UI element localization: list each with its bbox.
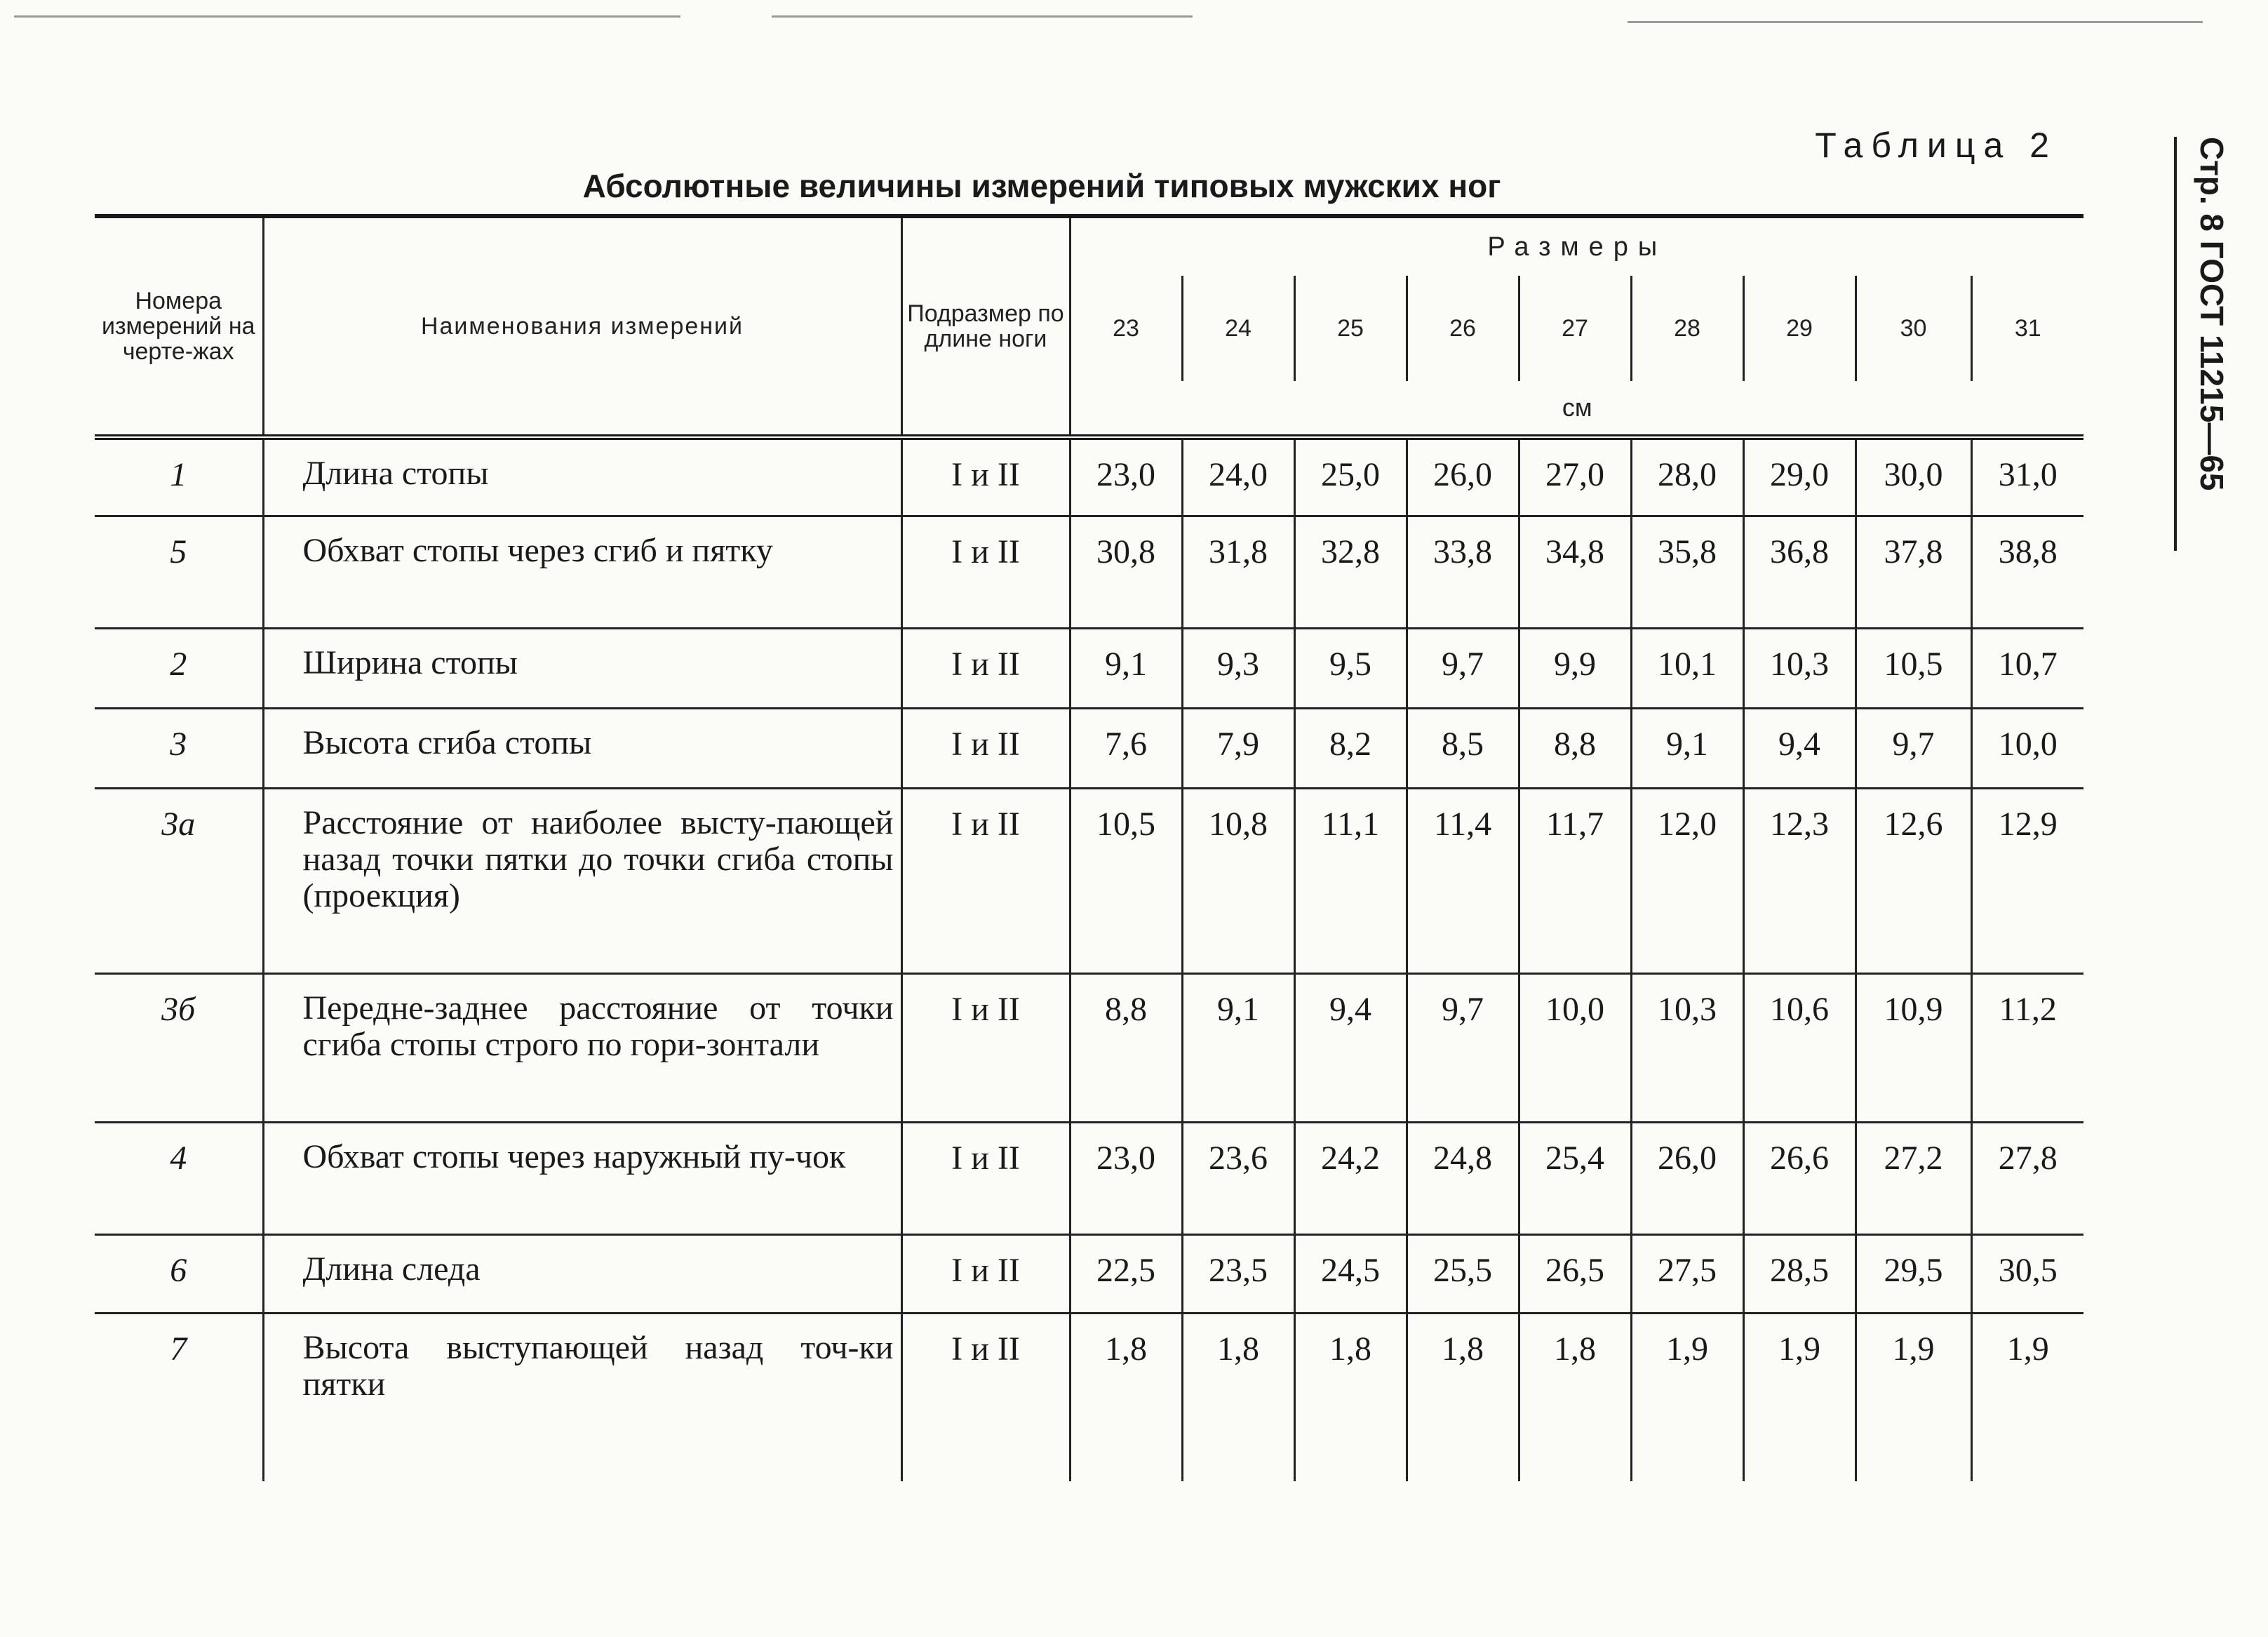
size-value: 1,8	[1294, 1313, 1407, 1481]
size-value: 12,6	[1856, 788, 1971, 973]
scan-edge-line	[772, 15, 1193, 18]
measurement-number: 3а	[95, 788, 263, 973]
header-size: 30	[1856, 276, 1971, 381]
size-value: 8,8	[1070, 973, 1182, 1122]
measurement-number: 7	[170, 1330, 187, 1368]
subsize-value: I и II	[901, 1122, 1070, 1234]
size-value: 28,0	[1631, 437, 1743, 516]
size-value: 31,0	[1971, 437, 2084, 516]
size-value: 26,0	[1631, 1122, 1743, 1234]
size-value: 9,7	[1407, 973, 1519, 1122]
subsize-value: I и II	[901, 708, 1070, 788]
size-value: 23,5	[1182, 1234, 1294, 1313]
header-size: 24	[1182, 276, 1294, 381]
table-row	[95, 1122, 2084, 1234]
size-value: 12,0	[1631, 788, 1743, 973]
header-size: 26	[1407, 276, 1519, 381]
size-value: 25,5	[1407, 1234, 1519, 1313]
size-value: 23,0	[1070, 1122, 1182, 1234]
size-value: 30,8	[1070, 516, 1182, 628]
size-value: 9,7	[1407, 628, 1519, 708]
size-value: 1,8	[1407, 1313, 1519, 1481]
size-value: 10,9	[1856, 973, 1971, 1122]
table-title: Абсолютные величины измерений типовых мужских ног	[582, 168, 1501, 204]
size-value: 12,9	[1971, 788, 2084, 973]
table-row	[95, 1234, 2084, 1313]
measurement-number: 1	[95, 437, 263, 516]
measurement-name: Расстояние от наиболее высту-пающей назад точки пятки до точки сгиба стопы (проекция)	[263, 788, 901, 973]
subsize-value: I и II	[901, 516, 1070, 628]
size-value: 9,5	[1294, 628, 1407, 708]
measurement-name: Обхват стопы через наружный пу-чок	[263, 1122, 901, 1234]
header-size: 23	[1070, 276, 1182, 381]
table-row	[95, 788, 2084, 973]
size-value: 10,3	[1743, 628, 1856, 708]
size-value: 32,8	[1294, 516, 1407, 628]
size-value: 9,4	[1294, 973, 1407, 1122]
header-measurement-name: Наименования измерений	[263, 216, 901, 437]
size-value: 29,5	[1856, 1234, 1971, 1313]
header-size: 28	[1631, 276, 1743, 381]
size-value: 1,8	[1182, 1313, 1294, 1481]
table-label: Таблица 2	[1815, 126, 2058, 165]
measurement-name: Высота сгиба стопы	[263, 708, 901, 788]
size-value: 1,8	[1070, 1313, 1182, 1481]
subsize-value: I и II	[901, 437, 1070, 516]
scan-edge-line	[1628, 21, 2203, 23]
size-value: 11,2	[1971, 973, 2084, 1122]
subsize-value: I и II	[901, 628, 1070, 708]
size-value: 9,4	[1743, 708, 1856, 788]
table-row	[95, 628, 2084, 708]
size-value: 24,2	[1294, 1122, 1407, 1234]
size-value: 23,0	[1070, 437, 1182, 516]
header-subsize: Подразмер по длине ноги	[901, 216, 1070, 437]
size-value: 26,5	[1519, 1234, 1631, 1313]
size-value: 26,0	[1407, 437, 1519, 516]
size-value: 30,5	[1971, 1234, 2084, 1313]
size-value: 38,8	[1971, 516, 2084, 628]
side-page-reference	[2174, 137, 2247, 551]
size-value: 29,0	[1743, 437, 1856, 516]
measurement-number: 2	[95, 628, 263, 708]
size-value: 24,8	[1407, 1122, 1519, 1234]
header-unit: см	[1070, 381, 2084, 437]
size-value: 31,8	[1182, 516, 1294, 628]
size-value: 10,5	[1070, 788, 1182, 973]
header-sizes-group: Размеры	[1070, 216, 2084, 276]
size-value: 1,9	[1743, 1313, 1856, 1481]
subsize-value: I и II	[901, 788, 1070, 973]
measurements-table	[95, 214, 2084, 1481]
measurement-name: Передне-заднее расстояние от точки сгиба стопы строго по гори-зонтали	[263, 973, 901, 1122]
size-value: 23,6	[1182, 1122, 1294, 1234]
size-value: 12,3	[1743, 788, 1856, 973]
table-body	[95, 437, 2084, 1481]
size-value: 11,4	[1407, 788, 1519, 973]
table-row	[95, 516, 2084, 628]
size-value: 37,8	[1856, 516, 1971, 628]
size-value: 25,0	[1294, 437, 1407, 516]
header-measurement-number: Номера измерений на черте-жах	[95, 216, 263, 437]
size-value: 9,7	[1856, 708, 1971, 788]
measurement-number: 3б	[95, 973, 263, 1122]
size-value: 27,8	[1971, 1122, 2084, 1234]
size-value: 10,0	[1971, 708, 2084, 788]
size-value: 9,3	[1182, 628, 1294, 708]
size-value: 28,5	[1743, 1234, 1856, 1313]
measurement-name: Обхват стопы через сгиб и пятку	[263, 516, 901, 628]
size-value: 1,9	[1631, 1313, 1743, 1481]
size-value: 10,7	[1971, 628, 2084, 708]
table-row	[95, 1313, 2084, 1481]
size-value: 10,5	[1856, 628, 1971, 708]
size-value: 36,8	[1743, 516, 1856, 628]
size-value: 10,3	[1631, 973, 1743, 1122]
size-value: 10,6	[1743, 973, 1856, 1122]
size-value: 1,8	[1519, 1313, 1631, 1481]
table-row	[95, 437, 2084, 516]
measurement-name: Ширина стопы	[263, 628, 901, 708]
measurement-name: Длина следа	[263, 1234, 901, 1313]
size-value: 26,6	[1743, 1122, 1856, 1234]
size-value: 9,9	[1519, 628, 1631, 708]
size-value: 27,5	[1631, 1234, 1743, 1313]
size-value: 24,5	[1294, 1234, 1407, 1313]
size-value: 10,8	[1182, 788, 1294, 973]
size-value: 8,8	[1519, 708, 1631, 788]
size-value: 1,9	[1971, 1313, 2084, 1481]
size-value: 24,0	[1182, 437, 1294, 516]
size-value: 25,4	[1519, 1122, 1631, 1234]
size-value: 30,0	[1856, 437, 1971, 516]
size-value: 10,1	[1631, 628, 1743, 708]
table-row	[95, 973, 2084, 1122]
measurement-name: Длина стопы	[263, 437, 901, 516]
size-value: 9,1	[1631, 708, 1743, 788]
size-value: 27,2	[1856, 1122, 1971, 1234]
size-value: 8,2	[1294, 708, 1407, 788]
size-value: 10,0	[1519, 973, 1631, 1122]
size-value: 9,1	[1182, 973, 1294, 1122]
size-value: 27,0	[1519, 437, 1631, 516]
table-row	[95, 708, 2084, 788]
subsize-value: I и II	[901, 1313, 1070, 1481]
size-value: 8,5	[1407, 708, 1519, 788]
size-value: 22,5	[1070, 1234, 1182, 1313]
subsize-value: I и II	[901, 973, 1070, 1122]
size-value: 11,7	[1519, 788, 1631, 973]
size-value: 7,6	[1070, 708, 1182, 788]
header-size: 25	[1294, 276, 1407, 381]
measurement-number: 4	[95, 1122, 263, 1234]
scan-edge-line	[14, 15, 680, 18]
measurement-number: 6	[95, 1234, 263, 1313]
measurement-number: 3	[95, 708, 263, 788]
size-value: 33,8	[1407, 516, 1519, 628]
measurement-name: Высота выступающей назад точ-ки пятки	[263, 1313, 901, 1481]
size-value: 11,1	[1294, 788, 1407, 973]
size-value: 35,8	[1631, 516, 1743, 628]
subsize-value: I и II	[901, 1234, 1070, 1313]
header-size: 29	[1743, 276, 1856, 381]
size-value: 34,8	[1519, 516, 1631, 628]
header-size: 27	[1519, 276, 1631, 381]
size-value: 1,9	[1856, 1313, 1971, 1481]
side-page-reference-text: Стр. 8 ГОСТ 11215—65	[2194, 137, 2230, 491]
header-size: 31	[1971, 276, 2084, 381]
size-value: 7,9	[1182, 708, 1294, 788]
size-value: 9,1	[1070, 628, 1182, 708]
measurement-number: 5	[95, 516, 263, 628]
